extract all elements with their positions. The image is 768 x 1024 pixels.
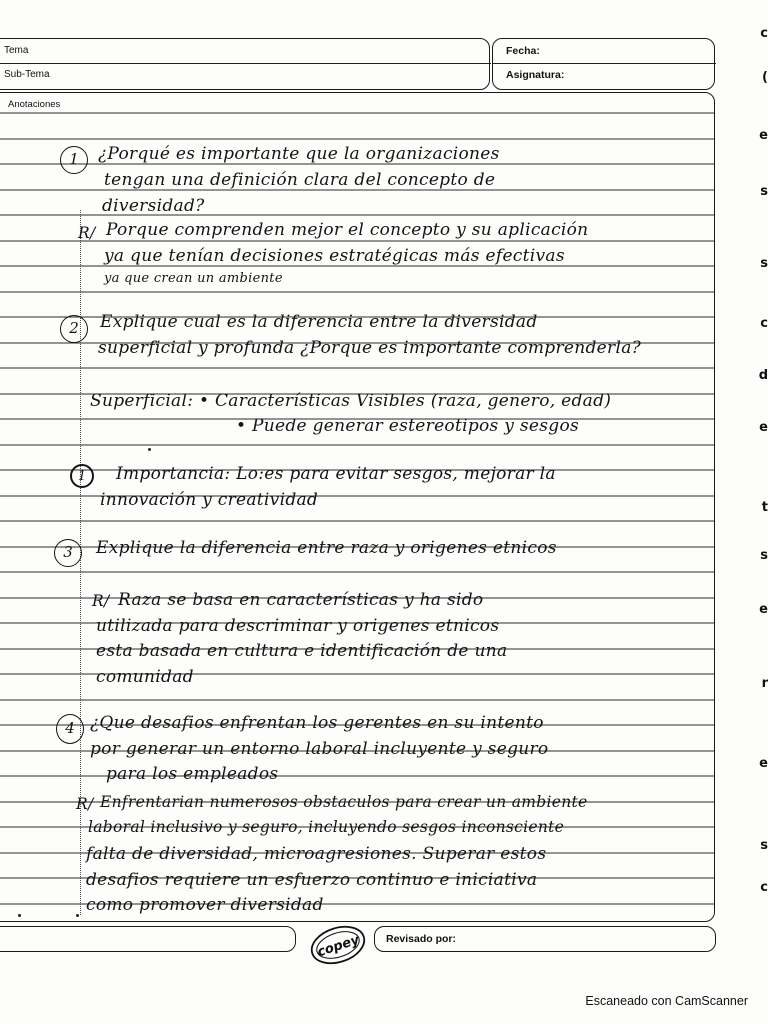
q4-line3: para los empleados bbox=[106, 764, 279, 784]
camscanner-watermark: Escaneado con CamScanner bbox=[585, 994, 748, 1008]
a3-line2: utilizada para descriminar y origenes etnicos bbox=[96, 616, 500, 636]
question-2-number: 2 bbox=[60, 315, 88, 343]
a1-line3: ya que crean un ambiente bbox=[104, 271, 283, 286]
a1-line2: ya que tenían decisiones estratégicas más efectivas bbox=[104, 246, 565, 266]
a1-line1: Porque comprenden mejor el concepto y su aplicación bbox=[106, 220, 589, 240]
footer-left-box bbox=[0, 926, 296, 952]
a4-marker: R/ bbox=[76, 795, 94, 813]
a4-line3: falta de diversidad, microagresiones. Superar estos bbox=[86, 844, 547, 864]
a4-line4: desafios requiere un esfuerzo continuo e iniciativa bbox=[86, 870, 538, 890]
a4-line2: laboral inclusivo y seguro, incluyendo sesgos inconsciente bbox=[88, 818, 565, 836]
q1-line1: ¿Porqué es importante que la organizaciones bbox=[98, 144, 500, 164]
svg-text:copey: copey bbox=[315, 932, 362, 961]
q2-line2: superficial y profunda ¿Porque es importante comprenderla? bbox=[98, 338, 642, 358]
importance-number: 1 bbox=[70, 464, 94, 488]
a3-line1: Raza se basa en características y ha sido bbox=[118, 590, 484, 610]
copey-logo bbox=[308, 923, 368, 967]
question-1-number: 1 bbox=[60, 146, 88, 174]
a3-line4: comunidad bbox=[96, 667, 194, 687]
tema-label: Tema bbox=[4, 45, 29, 56]
q1-line3: diversidad? bbox=[102, 196, 205, 216]
a1-marker: R/ bbox=[78, 224, 96, 242]
ink-dot bbox=[148, 448, 151, 451]
ink-dot bbox=[18, 914, 21, 917]
q2-line1: Explique cual es la diferencia entre la diversidad bbox=[100, 312, 538, 332]
ink-dot bbox=[76, 914, 79, 917]
a4-line1: Enfrentarian numerosos obstaculos para crear un ambiente bbox=[100, 793, 588, 811]
question-4-number: 4 bbox=[56, 714, 84, 744]
importance-line2: innovación y creatividad bbox=[100, 490, 319, 510]
q1-line2: tengan una definición clara del concepto de bbox=[104, 170, 496, 190]
q4-line2: por generar un entorno laboral incluyente y seguro bbox=[90, 739, 549, 759]
a2-line1: Superficial: • Características Visibles (raza, genero, edad) bbox=[90, 391, 612, 411]
q3-line1: Explique la diferencia entre raza y origenes etnicos bbox=[96, 538, 557, 558]
revisado-label: Revisado por: bbox=[386, 933, 457, 945]
importance-line1: Importancia: Lo:es para evitar sesgos, mejorar la bbox=[116, 464, 556, 484]
subtema-label: Sub-Tema bbox=[4, 69, 50, 80]
asignatura-label: Asignatura: bbox=[506, 69, 565, 81]
q4-line1: ¿Que desafios enfrentan los gerentes en su intento bbox=[90, 713, 544, 733]
a3-marker: R/ bbox=[92, 592, 110, 610]
a3-line3: esta basada en cultura e identificación de una bbox=[96, 641, 508, 661]
fecha-label: Fecha: bbox=[506, 45, 540, 57]
question-3-number: 3 bbox=[54, 539, 82, 567]
a4-line5: como promover diversidad bbox=[86, 895, 324, 915]
anotaciones-label: Anotaciones bbox=[8, 99, 61, 110]
a2-line2: • Puede generar estereotipos y sesgos bbox=[236, 416, 580, 436]
